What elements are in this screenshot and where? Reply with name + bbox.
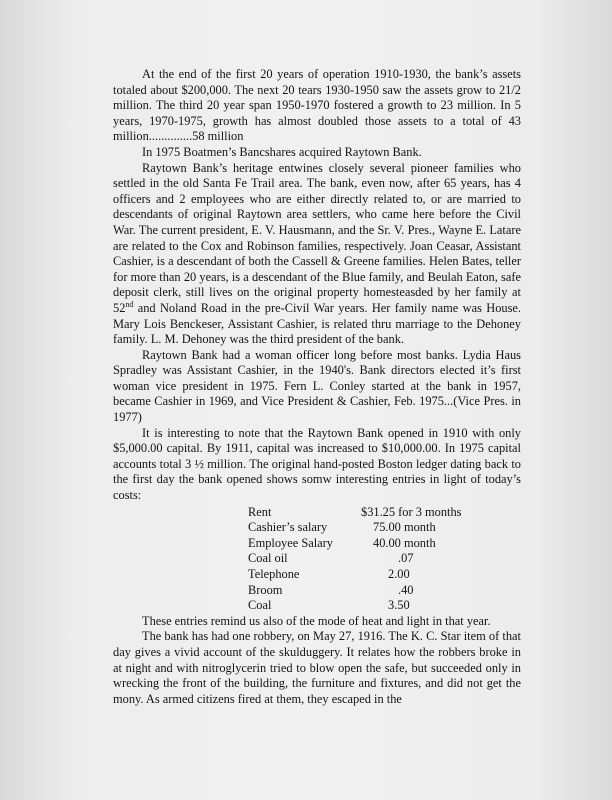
- ledger-row: [248, 551, 462, 567]
- paragraph-woman-officer: Raytown Bank had a woman officer long before most banks. Lydia Haus Spradley was Assistant Cashier, in the 1940's. Bank directors elected it’s first woman vice president in 1975. Fern L. Conley started at the bank in 1957, became Cashier in 1969, and Vice President & Cashier, Feb. 1975...(Vice Pres. in 1977): [113, 347, 521, 425]
- ledger-amount: $31.25 for 3 months: [361, 504, 462, 519]
- paragraph-heat-light: These entries remind us also of the mode of heat and light in that year.: [142, 613, 491, 628]
- ledger-amount: 3.50: [388, 598, 410, 613]
- ledger-row: [248, 567, 462, 583]
- ledger-row: [248, 505, 462, 521]
- ledger-row: [248, 536, 462, 552]
- ordinal-suffix: nd: [125, 299, 134, 309]
- ledger-row: [248, 520, 462, 536]
- ledger-item: Coal oil: [248, 551, 288, 566]
- ledger-table: [248, 505, 462, 614]
- ledger-item: Rent: [248, 504, 272, 519]
- ledger-amount: .40: [398, 582, 414, 597]
- ledger-row: [248, 583, 462, 599]
- paragraph-heritage: [113, 161, 521, 348]
- paragraph-robbery: The bank has had one robbery, on May 27, 1916. The K. C. Star item of that day gives a vivid account of the skulduggery. It relates how the robbers broke in at night and with nitroglycerin tried to blow open the safe, but succeeded only in wrecking the front of the building, the furniture and fixtures, and did not get the mony. As armed citizens fired at them, they escaped in the: [113, 629, 521, 706]
- ledger-item: Coal: [248, 598, 272, 613]
- ledger-amount: .07: [398, 551, 414, 566]
- ledger-item: Employee Salary: [248, 535, 333, 550]
- ledger-item: Broom: [248, 582, 283, 597]
- ledger-item: Cashier’s salary: [248, 520, 328, 535]
- paragraph-capital: It is interesting to note that the Raytown Bank opened in 1910 with only $5,000.00 capital. By 1911, capital was increased to $10,000.00. In 1975 capital accounts total 3 ½ million. The original hand-posted Boston ledger dating back to the first day the bank opened shows somw interesting entries in light of today’s costs:: [113, 425, 521, 503]
- ledger-row: [248, 598, 462, 614]
- paragraph-acquisition: In 1975 Boatmen’s Bancshares acquired Raytown Bank.: [142, 144, 422, 159]
- heritage-text-end: and Noland Road in the pre-Civil War years. Her family name was House. Mary Lois Benckeser, Assistant Cashier, is related thru marriage to the Dehoney family. L. M. Dehoney was the third president of the bank.: [113, 300, 521, 347]
- heritage-text-start: Raytown Bank’s heritage entwines closely several pioneer families who settled in the old Santa Fe Trail area. The bank, even now, after 65 years, has 4 officers and 2 employees who are either directly related to, or are married to descendants of original Raytown area settlers, who came here before the Civil War. The current president, E. V. Hausmann, and the Sr. V. Pres., Wayne E. Latare are related to the Cox and Robinson families, respectively. Joan Ceasar, Assistant Cashier, is a descendant of both the Cassell & Greene families. Helen Bates, teller for more than 20 years, is a descendant of the Blue family, and Beulah Eaton, safe deposit clerk, still lives on the original property homesteasded by her family at 52: [113, 160, 521, 315]
- ledger-item: Telephone: [248, 567, 300, 581]
- body-text: [113, 67, 521, 707]
- ledger-amount: 75.00 month: [373, 520, 436, 535]
- paragraph-assets: At the end of the first 20 years of operation 1910-1930, the bank’s assets totaled about $200,000. The next 20 tears 1930-1950 saw the assets grow to 21/2 million. The third 20 year span 1950-1970 fostered a growth to 23 million. In 5 years, 1970-1975, growth has almost doubled those assets to a total of 43 million..............58 million: [113, 67, 521, 144]
- ledger-amount: 40.00 month: [373, 535, 436, 550]
- ledger-amount: 2.00: [388, 567, 410, 581]
